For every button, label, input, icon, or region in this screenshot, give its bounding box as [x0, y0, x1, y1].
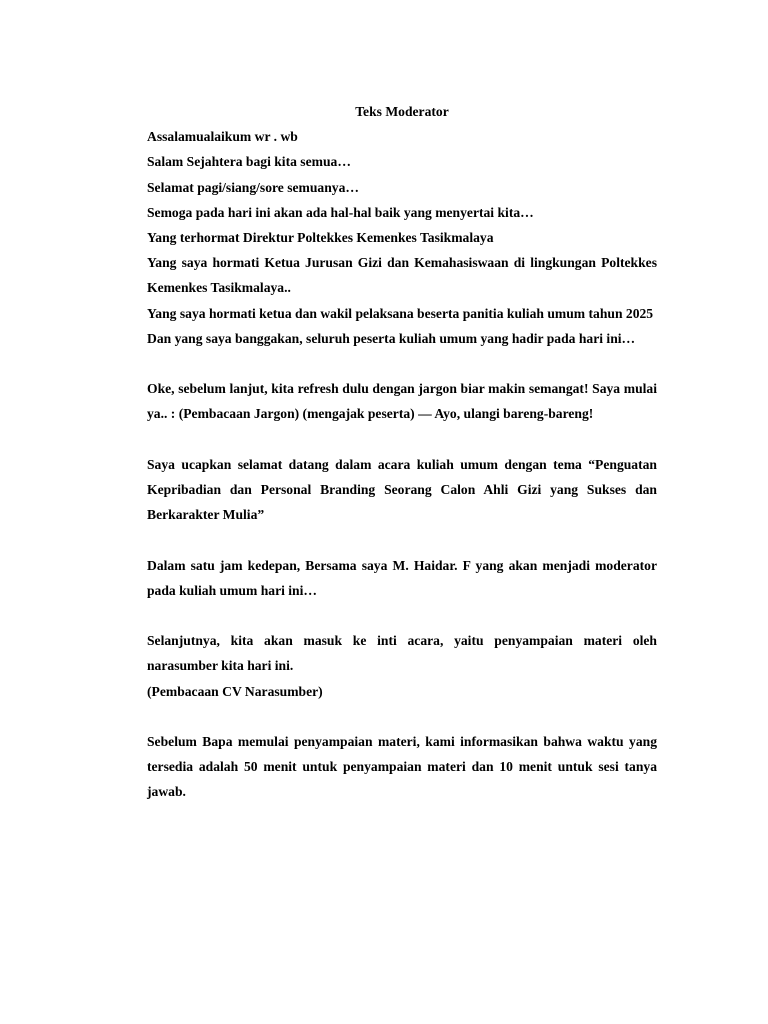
paragraph-gap	[147, 427, 657, 452]
next-session-paragraph: Selanjutnya, kita akan masuk ke inti acara, yaitu penyampaian materi oleh narasumber kita hari ini.	[147, 633, 657, 674]
opening-line-selamat: Selamat pagi/siang/sore semuanya…	[147, 179, 359, 195]
paragraph-gap	[147, 527, 657, 552]
greeting-ketua-jurusan: Yang saya hormati Ketua Jurusan Gizi dan Kemahasiswaan di lingkungan Poltekkes Kemenkes Tasikmalaya..	[147, 255, 657, 296]
opening-line-direktur: Yang terhormat Direktur Poltekkes Kemenkes Tasikmalaya	[147, 230, 494, 246]
welcome-paragraph: Saya ucapkan selamat datang dalam acara kuliah umum dengan tema “Penguatan Kepribadian dan Personal Branding Seorang Calon Ahli Gizi yang Sukses dan Berkarakter Mulia”	[147, 456, 657, 523]
document-page	[147, 99, 657, 805]
moderator-intro-paragraph: Dalam satu jam kedepan, Bersama saya M. Haidar. F yang akan menjadi moderator pada kuliah umum hari ini…	[147, 557, 657, 598]
paragraph-gap	[147, 704, 657, 729]
paragraph-gap	[147, 603, 657, 628]
time-info-paragraph: Sebelum Bapa memulai penyampaian materi, kami informasikan bahwa waktu yang tersedia adalah 50 menit untuk penyampaian materi dan 10 menit untuk sesi tanya jawab.	[147, 734, 657, 800]
cv-note: (Pembacaan CV Narasumber)	[147, 683, 323, 699]
opening-line-salam: Assalamualaikum wr . wb	[147, 129, 298, 145]
opening-line-sejahtera: Salam Sejahtera bagi kita semua…	[147, 154, 351, 170]
paragraph-gap	[147, 351, 657, 376]
jargon-paragraph: Oke, sebelum lanjut, kita refresh dulu dengan jargon biar makin semangat! Saya mulai ya.. : (Pembacaan Jargon) (mengajak peserta) — Ayo, ulangi bareng-bareng!	[147, 381, 657, 422]
greeting-peserta: Dan yang saya banggakan, seluruh peserta kuliah umum yang hadir pada hari ini…	[147, 330, 636, 346]
document-title: Teks Moderator	[355, 104, 449, 119]
greeting-panitia: Yang saya hormati ketua dan wakil pelaksana beserta panitia kuliah umum tahun 2025	[147, 305, 654, 321]
opening-line-semoga: Semoga pada hari ini akan ada hal-hal baik yang menyertai kita…	[147, 204, 534, 220]
